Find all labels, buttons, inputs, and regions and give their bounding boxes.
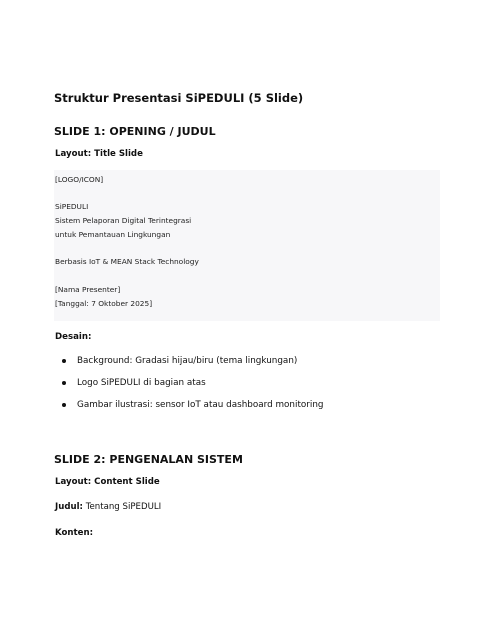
slide2-layout-label: Layout: Content Slide	[55, 477, 160, 487]
list-item-text: Gambar ilustrasi: sensor IoT atau dashboard monitoring	[77, 400, 324, 410]
slide2-konten-label: Konten:	[55, 528, 94, 538]
bullet-icon	[62, 359, 66, 363]
slide2-heading: SLIDE 2: PENGENALAN SISTEM	[54, 453, 243, 466]
list-item-text: Background: Gradasi hijau/biru (tema lingkungan)	[77, 356, 298, 366]
bullet-icon	[62, 403, 66, 407]
code-line-presenter: [Nama Presenter]	[55, 285, 121, 294]
code-line-logo: [LOGO/ICON]	[55, 175, 104, 184]
slide1-design-label: Desain:	[55, 332, 92, 342]
judul-value: Tentang SiPEDULI	[82, 502, 162, 512]
code-line-app-name: SiPEDULI	[55, 202, 89, 211]
bullet-icon	[62, 381, 66, 385]
code-line-subtitle-2: untuk Pemantauan Lingkungan	[55, 230, 171, 239]
code-line-subtitle-1: Sistem Pelaporan Digital Terintegrasi	[55, 216, 192, 225]
slide1-heading: SLIDE 1: OPENING / JUDUL	[54, 125, 216, 138]
slide1-layout-label: Layout: Title Slide	[55, 149, 143, 159]
code-line-date: [Tanggal: 7 Oktober 2025]	[55, 299, 153, 308]
list-item-text: Logo SiPEDULI di bagian atas	[77, 378, 206, 388]
code-line-technology: Berbasis IoT & MEAN Stack Technology	[55, 257, 199, 266]
document-title: Struktur Presentasi SiPEDULI (5 Slide)	[54, 91, 304, 105]
judul-label: Judul:	[55, 502, 83, 512]
slide2-judul-line	[55, 502, 161, 512]
